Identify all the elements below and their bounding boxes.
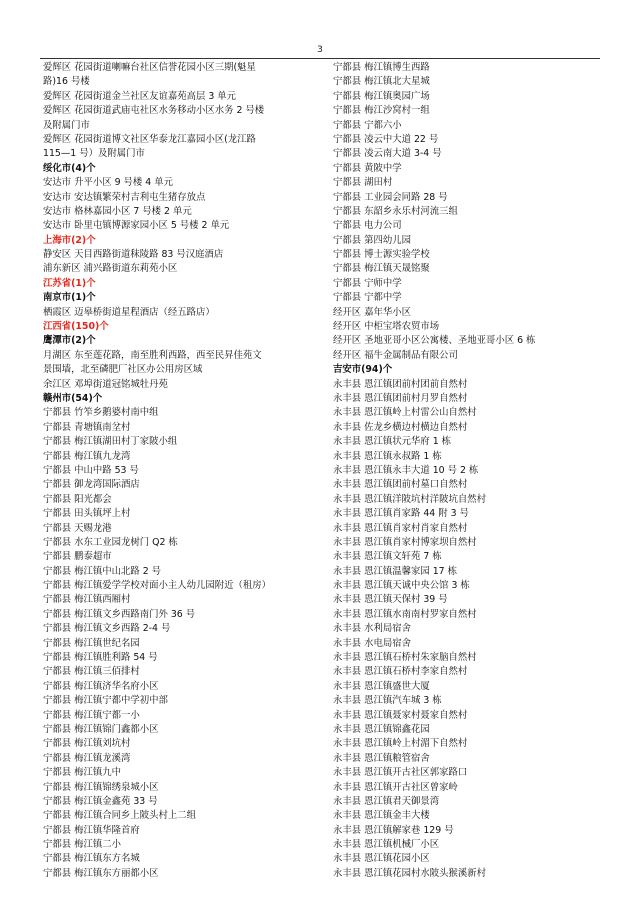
list-entry: 永丰县 恩江镇天保村 39 号 xyxy=(333,594,448,606)
list-entry: 宁都县 梅江镇湖田村丁家陂小组 xyxy=(43,436,178,448)
list-entry: 宁都县 宁都六小 xyxy=(333,119,402,131)
list-entry: 永丰县 恩江镇解家巷 129 号 xyxy=(333,824,454,836)
list-entry: 宁都县 梅江镇九龙湾 xyxy=(43,450,131,462)
list-entry: 永丰县 恩江镇肖家路 44 附 3 号 xyxy=(333,508,469,520)
list-entry: 永丰县 恩江镇永丰大道 10 号 2 栋 xyxy=(333,464,479,476)
list-entry: 永丰县 恩江镇团前村团前自然村 xyxy=(333,378,468,390)
list-entry: 永丰县 恩江镇肖家村博家坝自然村 xyxy=(333,536,477,548)
list-entry: 宁都县 梅江镇世纪名园 xyxy=(43,637,140,649)
list-entry: 宁都县 梅江镇东方丽都小区 xyxy=(43,867,159,879)
list-entry: 宁都县 鹏泰超市 xyxy=(43,551,112,563)
list-entry: 宁都县 梅江镇华隆首府 xyxy=(43,824,140,836)
list-entry: 宁都县 梅江镇奥园广场 xyxy=(333,90,430,102)
list-entry: 永丰县 恩江镇汽车城 3 栋 xyxy=(333,695,442,707)
list-entry: 宁都县 梅江镇北大星城 xyxy=(333,76,430,88)
list-entry: 经开区 圣地亚哥小区公寓楼、圣地亚哥小区 6 栋 xyxy=(333,335,536,347)
list-entry: 宁都县 宁都中学 xyxy=(333,292,402,304)
list-entry: 爱辉区 花园街道博文社区华泰龙江嘉园小区(龙江路 xyxy=(43,133,256,145)
list-entry: 永丰县 恩江镇锦鑫花园 xyxy=(333,723,430,735)
list-entry: 永丰县 恩江镇岭上村雷公山自然村 xyxy=(333,407,477,419)
list-entry: 及附属门市 xyxy=(43,119,90,131)
list-entry: 宁都县 凌云中大道 22 号 xyxy=(333,133,439,145)
list-entry: 永丰县 恩江镇水南南村罗家自然村 xyxy=(333,608,477,620)
list-entry: 宁都县 梅江镇锦绣泉城小区 xyxy=(43,781,159,793)
list-entry: 栖霞区 迈皋桥街道星程酒店（经五路店） xyxy=(43,306,215,318)
list-entry: 宁都县 梅江镇九中 xyxy=(43,767,121,779)
list-entry: 永丰县 恩江镇机械厂小区 xyxy=(333,839,440,851)
list-entry: 永丰县 恩江镇状元华府 1 栋 xyxy=(333,436,452,448)
list-entry: 宁都县 东韶乡永乐村河流三组 xyxy=(333,205,458,217)
list-entry: 静安区 天目西路街道秣陵路 83 号汉庭酒店 xyxy=(43,249,224,261)
list-entry: 永丰县 佐龙乡横边村横边自然村 xyxy=(333,421,468,433)
list-entry: 永丰县 恩江镇聂家村聂家自然村 xyxy=(333,709,468,721)
list-entry: 宁都县 梅江镇文乡西路南门外 36 号 xyxy=(43,608,196,620)
list-entry: 宁都县 田头镇坪上村 xyxy=(43,508,131,520)
list-entry: 永丰县 恩江镇粮管宿舍 xyxy=(333,752,430,764)
list-entry: 永丰县 恩江镇肖家村肖家自然村 xyxy=(333,522,468,534)
list-entry: 永丰县 恩江镇团前村墓口自然村 xyxy=(333,479,468,491)
list-entry: 永丰县 恩江镇盛世大厦 xyxy=(333,680,430,692)
list-entry: 宁都县 梅江镇胜利路 54 号 xyxy=(43,652,158,664)
section-heading: 江西省(150)个 xyxy=(43,321,109,333)
list-entry: 永丰县 恩江镇开古社区郭家路口 xyxy=(333,767,468,779)
list-entry: 宁都县 梅江镇文乡西路 2-4 号 xyxy=(43,623,171,635)
list-entry: 宁都县 中山中路 53 号 xyxy=(43,464,139,476)
list-entry: 宁都县 宁师中学 xyxy=(333,277,402,289)
list-entry: 安达市 升平小区 9 号楼 4 单元 xyxy=(43,177,173,189)
list-entry: 宁都县 梅江镇济华名府小区 xyxy=(43,680,159,692)
section-heading: 吉安市(94)个 xyxy=(333,364,393,376)
list-entry: 宁都县 梅江镇合同乡上陂头村上二组 xyxy=(43,810,196,822)
section-heading: 江苏省(1)个 xyxy=(43,277,96,289)
list-entry: 宁都县 梅江镇宁都一小 xyxy=(43,709,140,721)
list-entry: 永丰县 恩江镇花园村水陂头猴溪新村 xyxy=(333,867,486,879)
list-entry: 永丰县 恩江镇花园小区 xyxy=(333,853,430,865)
list-entry: 宁都县 梅江镇金鑫苑 33 号 xyxy=(43,795,158,807)
list-entry: 永丰县 恩江镇温馨家园 17 栋 xyxy=(333,565,457,577)
list-entry: 宁都县 梅江镇宁都中学初中部 xyxy=(43,695,168,707)
list-entry: 永丰县 恩江镇洋陂坑村洋陂坑自然村 xyxy=(333,493,486,505)
right-column xyxy=(333,61,601,881)
list-entry: 宁都县 竹笮乡鹅婆村南中组 xyxy=(43,407,159,419)
list-entry: 宁都县 湖田村 xyxy=(333,177,393,189)
list-entry: 爱辉区 花园街道武庙屯社区水务移动小区水务 2 号楼 xyxy=(43,105,265,117)
list-entry: 115—1 号）及附属门市 xyxy=(43,148,145,160)
list-entry: 宁都县 电力公司 xyxy=(333,220,402,232)
list-entry: 经开区 福牛金属制品有限公司 xyxy=(333,349,458,361)
list-entry: 安达市 格林嘉园小区 7 号楼 2 单元 xyxy=(43,205,192,217)
list-entry: 宁都县 梅江镇西厢村 xyxy=(43,594,131,606)
list-entry: 经开区 中柜宝塔农贸市场 xyxy=(333,321,440,333)
list-entry: 宁都县 第四幼儿园 xyxy=(333,234,411,246)
list-entry: 永丰县 恩江镇君天御景湾 xyxy=(333,795,440,807)
section-heading: 上海市(2)个 xyxy=(43,234,96,246)
list-entry: 宁都县 工业园会同路 28 号 xyxy=(333,191,448,203)
list-entry: 宁都县 梅江镇龙溪湾 xyxy=(43,752,131,764)
list-entry: 月湖区 东至莲花路，南至胜利西路，西至民昇佳苑文 xyxy=(43,349,262,361)
list-entry: 永丰县 恩江镇石桥村朱家脑自然村 xyxy=(333,652,477,664)
page-number: 3 xyxy=(317,45,323,55)
list-entry: 永丰县 恩江镇天诚中央公馆 3 栋 xyxy=(333,580,470,592)
list-entry: 安达市 安达镇繁荣村吉利屯生猪存放点 xyxy=(43,191,206,203)
left-column xyxy=(43,61,318,881)
list-entry: 宁都县 青塘镇南坌村 xyxy=(43,421,131,433)
list-entry: 浦东新区 浦兴路街道东莉苑小区 xyxy=(43,263,178,275)
list-entry: 宁都县 梅江镇天晟铭聚 xyxy=(333,263,430,275)
list-entry: 永丰县 水利局宿舍 xyxy=(333,623,411,635)
list-entry: 永丰县 恩江镇岭上村湄下自然村 xyxy=(333,738,468,750)
list-entry: 爱辉区 花园街道金兰社区友谊嘉苑高层 3 单元 xyxy=(43,90,237,102)
section-heading: 鹰潭市(2)个 xyxy=(43,335,96,347)
section-heading: 赣州市(54)个 xyxy=(43,392,103,404)
list-entry: 宁都县 梅江镇中山北路 2 号 xyxy=(43,565,162,577)
list-entry: 宁都县 梅江镇博生西路 xyxy=(333,62,430,73)
list-entry: 余江区 邓埠街道冠铭城牡丹苑 xyxy=(43,378,168,390)
list-entry: 永丰县 恩江镇文轩苑 7 栋 xyxy=(333,551,442,563)
list-entry: 宁都县 梅江镇刘坑村 xyxy=(43,738,131,750)
list-entry: 宁都县 梅江沙窝村一组 xyxy=(333,105,430,117)
section-heading: 绥化市(4)个 xyxy=(43,162,96,174)
list-entry: 宁都县 黄陂中学 xyxy=(333,162,402,174)
list-entry: 宁都县 梅江镇爱学学校对面小主人幼儿园附近（租房） xyxy=(43,580,271,592)
list-entry: 宁都县 御龙湾国际酒店 xyxy=(43,479,140,491)
list-entry: 宁都县 梅江镇东方名城 xyxy=(43,853,140,865)
list-entry: 永丰县 恩江镇永叔路 1 栋 xyxy=(333,450,442,462)
list-entry: 宁都县 梅江镇三佰排村 xyxy=(43,666,140,678)
list-entry: 爱辉区 花园街道喇嘛台社区信誉花园小区三期(魁星 xyxy=(43,62,256,73)
list-entry: 永丰县 恩江镇团前村月罗自然村 xyxy=(333,392,468,404)
list-entry: 永丰县 恩江镇石桥村李家自然村 xyxy=(333,666,468,678)
list-entry: 宁都县 梅江镇二小 xyxy=(43,839,121,851)
list-entry: 经开区 嘉年华小区 xyxy=(333,306,411,318)
header-rule xyxy=(40,58,600,59)
section-heading: 南京市(1)个 xyxy=(43,292,96,304)
list-entry: 路)16 号楼 xyxy=(43,76,90,88)
list-entry: 宁都县 凌云南大道 3-4 号 xyxy=(333,148,442,160)
list-entry: 宁都县 梅江镇锦门鑫都小区 xyxy=(43,723,159,735)
list-entry: 永丰县 恩江镇开古社区曾家岭 xyxy=(333,781,458,793)
list-entry: 宁都县 博士源实验学校 xyxy=(333,249,430,261)
list-entry: 安达市 卧里屯镇博源家园小区 5 号楼 2 单元 xyxy=(43,220,230,232)
list-entry: 宁都县 天赐龙港 xyxy=(43,522,112,534)
list-entry: 永丰县 水电局宿舍 xyxy=(333,637,411,649)
list-entry: 宁都县 阳光都会 xyxy=(43,493,112,505)
list-entry: 永丰县 恩江镇金丰大楼 xyxy=(333,810,430,822)
list-entry: 宁都县 水东工业园龙树门 Q2 栋 xyxy=(43,536,178,548)
list-entry: 景围墙，北至磷肥厂社区办公用房区域 xyxy=(43,364,203,376)
